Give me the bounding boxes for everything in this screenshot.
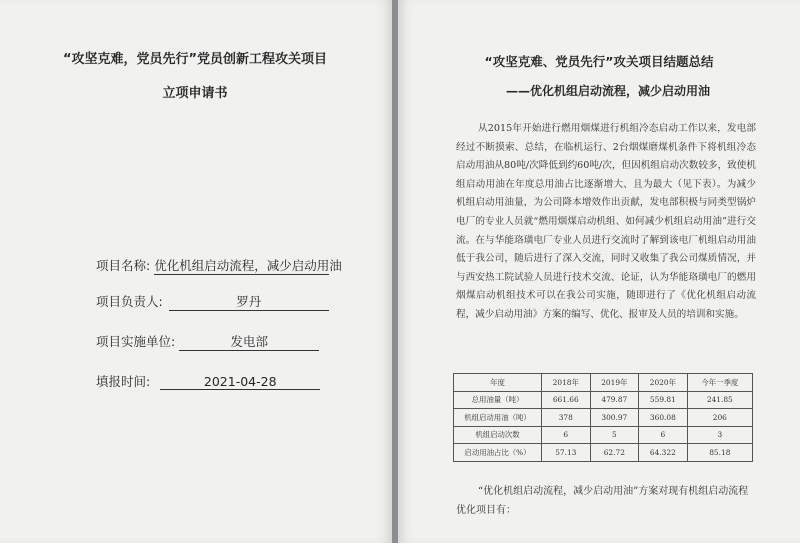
application-title: “攻坚克难，党员先行”党员创新工程攻关项目	[62, 52, 328, 67]
table-cell: 62.72	[590, 444, 639, 462]
table-header-cell: 年度	[454, 374, 542, 392]
field-value: 发电部	[179, 332, 319, 351]
table-cell: 机组启动次数	[454, 426, 542, 444]
table-header-cell: 2019年	[590, 374, 639, 392]
field-label: 填报时间:	[96, 374, 151, 389]
table-header-row	[454, 374, 753, 392]
table-cell: 57.13	[542, 444, 591, 462]
table-cell: 机组启动用油（吨）	[454, 409, 542, 427]
table-row	[454, 426, 753, 444]
field-value: 优化机组启动流程，减少启动用油	[154, 258, 342, 273]
table-cell: 总用油量（吨）	[454, 391, 542, 409]
table-cell: 3	[687, 426, 752, 444]
table-cell: 479.87	[590, 391, 639, 409]
field-implementing-unit	[96, 332, 319, 351]
optimization-intro-text: “优化机组启动流程，减少启动用油”方案对现有机组启动流程优化项目有：	[456, 486, 749, 516]
left-page	[0, 0, 392, 543]
table-cell: 64.322	[639, 444, 688, 462]
summary-subtitle: ——优化机组启动流程，减少启动用油	[505, 84, 710, 98]
table-header-cell: 今年一季度	[687, 374, 752, 392]
table-cell: 300.97	[590, 409, 639, 427]
table-header-cell: 2018年	[542, 374, 591, 392]
table-cell: 559.81	[639, 391, 688, 409]
field-label: 项目负责人:	[96, 294, 163, 309]
table-cell: 378	[542, 409, 591, 427]
field-value: 2021-04-28	[160, 374, 320, 390]
table-row	[454, 391, 753, 409]
table-cell: 241.85	[687, 391, 752, 409]
field-label: 项目实施单位:	[96, 334, 176, 349]
field-value: 罗丹	[169, 292, 329, 311]
table-cell: 360.08	[639, 409, 688, 427]
field-fill-date	[96, 372, 320, 390]
table-row	[454, 444, 753, 462]
table-cell: 5	[590, 426, 639, 444]
table-cell: 85.18	[687, 444, 752, 462]
table-cell: 6	[542, 426, 591, 444]
field-project-name	[96, 256, 342, 275]
field-label: 项目名称:	[96, 258, 151, 273]
summary-title: “攻坚克难、党员先行”攻关项目结题总结	[484, 54, 714, 69]
right-page	[398, 0, 800, 543]
summary-body-paragraph: 从2015年开始进行燃用烟煤进行机组冷态启动工作以来，发电部经过不断摸索、总结，在临机运行、2台烟煤磨煤机条件下将机组冷态启动用油从80吨/次降低到约60吨/次，但因机组启动次数较多，致使机组启动用油在年度总用油占比逐渐增大、且为最大（见下表）。为减少机组启动用油量，为公司降本增效作出贡献，发电部积极与同类型锅炉电厂的专业人员就“燃用烟煤启动机组、如何减少机组启动用油”进行交流。在与华能珞璜电厂专业人员进行交流时了解到该电厂机组启动用油低于我公司，随后进行了深入交流，同时又收集了我公司煤质情况，并与西安热工院试验人员进行技术交流、论证，认为华能珞璜电厂的燃用烟煤启动机组技术可以在我公司实施，随即进行了《优化机组启动流程，减少启动用油》方案的编写、优化、报审及人员的培训和实施。	[456, 123, 756, 320]
fuel-usage-table	[453, 373, 753, 462]
table-cell: 启动用油占比（%）	[454, 444, 542, 462]
table-cell: 661.66	[542, 391, 591, 409]
field-project-leader	[96, 292, 329, 311]
table-row	[454, 409, 753, 427]
table-cell: 6	[639, 426, 688, 444]
application-subtitle: 立项申请书	[162, 86, 228, 101]
table-header-cell: 2020年	[639, 374, 688, 392]
table-cell: 206	[687, 409, 752, 427]
